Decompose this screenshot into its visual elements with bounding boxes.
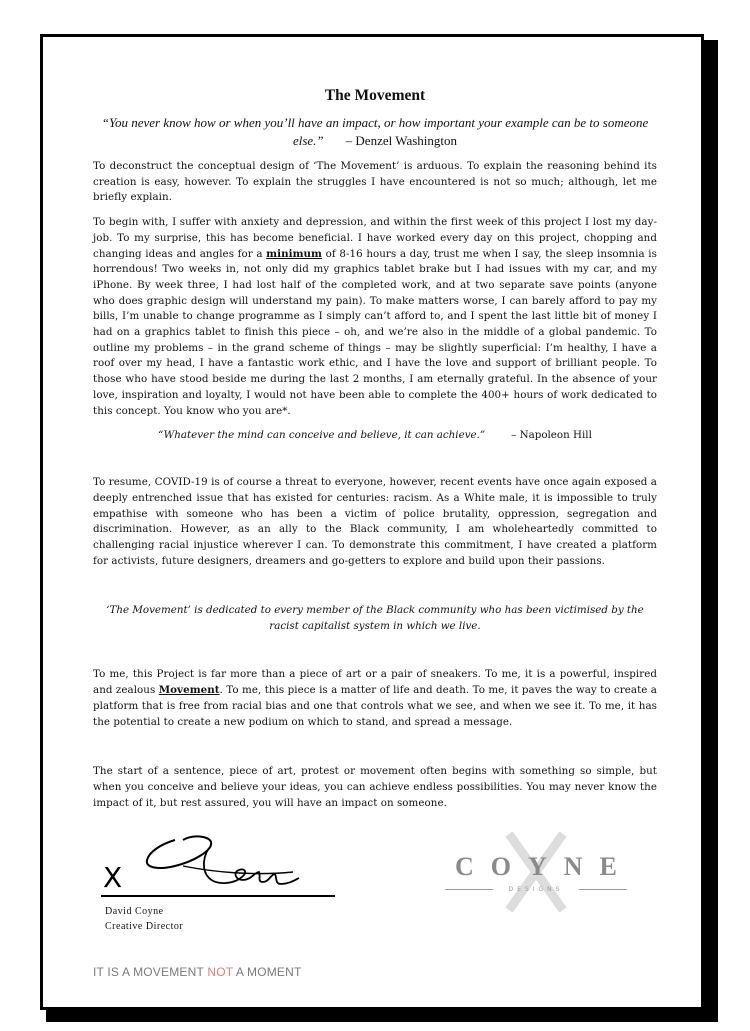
signatory-role: Creative Director <box>105 921 184 932</box>
emphasis-minimum: minimum <box>266 247 323 260</box>
document-body <box>93 87 657 811</box>
opening-quote-author: – Denzel Washington <box>345 133 458 148</box>
slogan-part-1: IT IS A MOVEMENT <box>93 965 208 979</box>
signature-line <box>101 895 335 897</box>
slogan-part-2: A MOMENT <box>233 965 302 979</box>
emphasis-movement: Movement <box>158 684 220 697</box>
logo-rule-right <box>579 889 627 890</box>
slogan-highlight: NOT <box>207 965 234 979</box>
signatory <box>105 904 183 934</box>
paragraph-struggles-end: of 8-16 hours a day, trust me when I say, the sleep insomnia is horrendous! Two weeks in, not only did my graphics tablet brake but I had issues with my car, and my iPhone. By week three, I had lost half of the completed work, and at two separate save points (anyone who does graphic design will understand my pain). To make matters worse, I can barely afford to pay my bills, I’m unable to change programme as I simply can’t afford to, and I spent the last little bit of money I had on a graphics tablet to finish this piece – oh, and we’re also in the middle of a global pandemic. To outline my problems – in the grand scheme of things – may be slightly superficial: I’m healthy, I have a roof over my head, I have a fantastic work ethic, and I have the love and support of brilliant people. To those who have stood beside me during the last 2 months, I am eternally grateful. In the absence of your love, inspiration and loyalty, I would not have been able to complete the 400+ hours of work dedicated to this concept. You know who you are*. <box>93 247 657 417</box>
coyne-designs-logo <box>445 832 634 914</box>
paragraph-struggles-start: To begin with, I suffer with anxiety and depression, and within the first week of this project I lost my day-job. To my surprise, this has become beneficial. I have worked every day on this project, chopping and changing ideas and angles for a <box>93 216 657 260</box>
middle-quote-text: “Whatever the mind can conceive and believe, it can achieve.” <box>158 429 486 442</box>
paragraph-racism: To resume, COVID-19 is of course a threat to everyone, however, recent events have once again exposed a deeply entrenched issue that has existed for centuries: racism. As a White male, it is impossible to truly empathise with someone who has been a victim of police brutality, oppression, segregation and discrimination. However, as an ally to the Black community, I am wholeheartedly committed to challenging racial injustice wherever I can. To demonstrate this commitment, I have created a platform for activists, future designers, dreamers and go-getters to explore and build upon their passions. <box>93 476 657 567</box>
signature-x-mark: X <box>103 861 123 894</box>
document-title: The Movement <box>324 87 426 104</box>
paragraph-closing: The start of a sentence, piece of art, protest or movement often begins with something so simple, but when you conceive and believe your ideas, you can achieve endless possibilities. You may never know the impact of it, but rest assured, you will have an impact on someone. <box>93 765 657 809</box>
paragraph-movement <box>93 667 657 730</box>
paragraph-movement-start: To me, this Project is far more than a piece of art or a pair of sneakers. To me, it is a powerful, inspired and zealous <box>93 668 657 697</box>
paragraph-movement-end: . To me, this piece is a matter of life and death. To me, it paves the way to create a platform that is free from racial bias and one that controls what we see, and when we see it. To me, it has the potential to create a new podium on which to stand, and spread a message. <box>93 684 657 728</box>
paragraph-struggles <box>93 215 657 419</box>
handwritten-signature <box>143 832 303 897</box>
logo-wordmark: COYNE <box>455 852 634 881</box>
middle-quote-author: – Napoleon Hill <box>511 429 592 442</box>
dedication: ‘The Movement’ is dedicated to every member of the Black community who has been victimised by the racist capitalist system in which we live. <box>106 604 644 633</box>
opening-quote <box>93 114 657 150</box>
footer-slogan <box>93 965 302 979</box>
document-page <box>40 34 704 1010</box>
paragraph-intro: To deconstruct the conceptual design of ‘The Movement’ is arduous. To explain the reasoning behind its creation is easy, however. To explain the struggles I have encountered is not so much; although, let me briefly explain. <box>93 160 657 204</box>
signatory-name: David Coyne <box>105 906 164 917</box>
logo-subtitle: DESIGNS <box>508 886 564 893</box>
opening-quote-text: “You never know how or when you’ll have an impact, or how important your example can be to someone else.” <box>101 115 649 148</box>
middle-quote <box>93 429 657 441</box>
